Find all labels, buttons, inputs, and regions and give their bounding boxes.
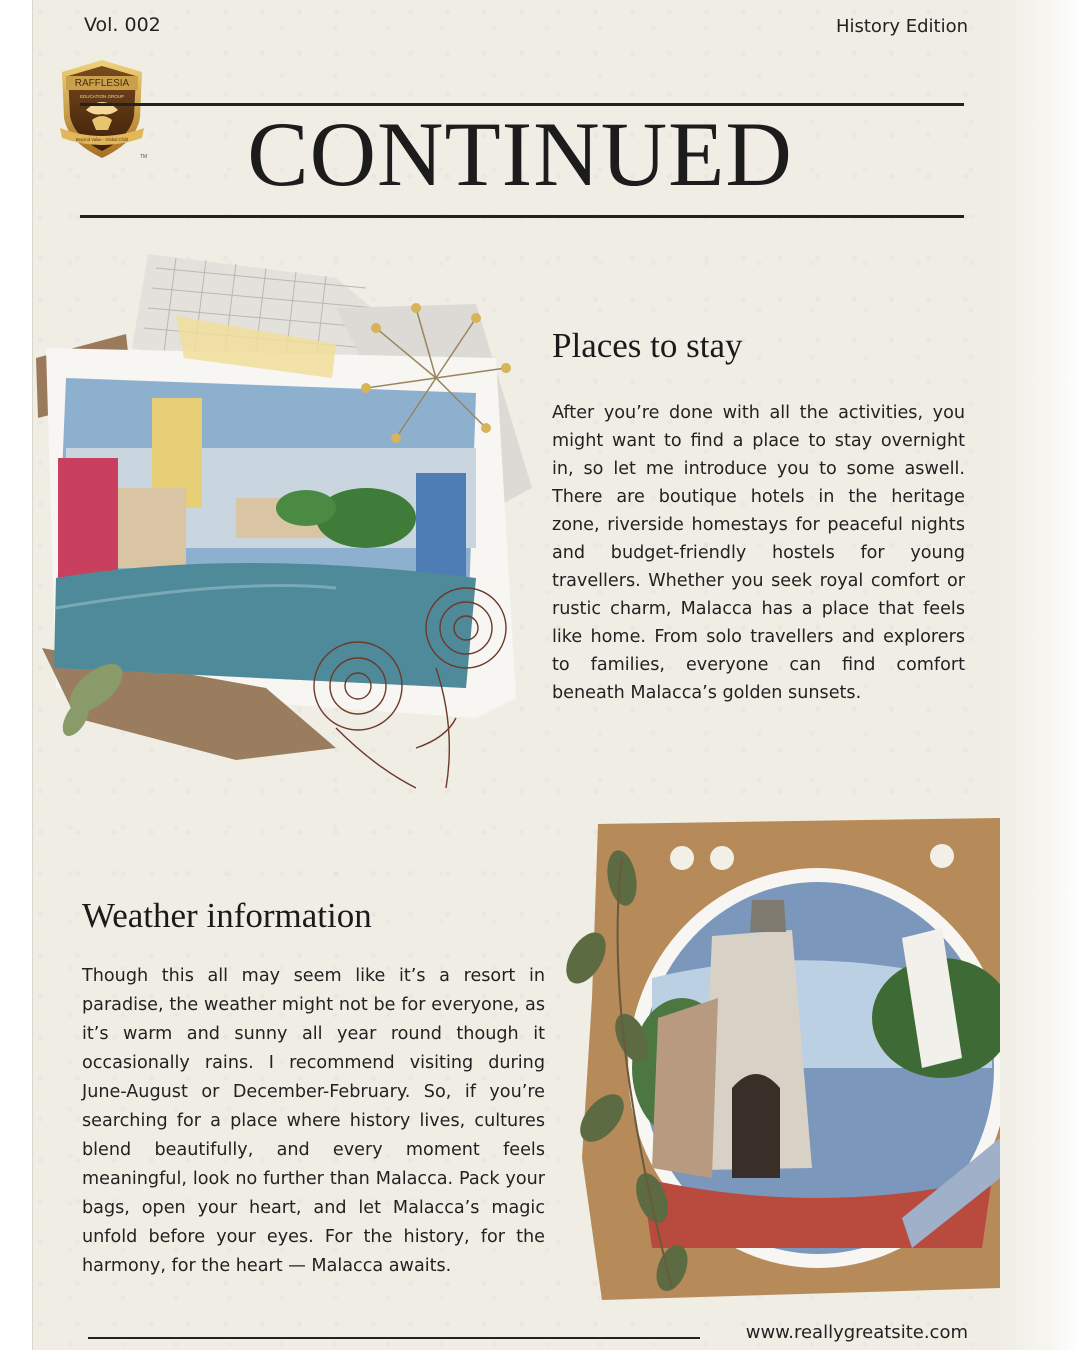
places-paragraph: After you’re done with all the activities, you might want to find a place to stay overnight in, so let me introduce you to some aswell. There are boutique hotels in the heritage zone, riverside homestays for peaceful nights and budget-friendly hostels for young travellers. Whether you seek royal comfort or rustic charm, Malacca has a place that feels like home. From solo travellers and explorers to families, everyone can find comfort beneath Malacca’s golden sunsets. [552,403,965,703]
weather-paragraph: Though this all may seem like it’s a resort in paradise, the weather might not be for everyone, as it’s warm and sunny all year round though it occasionally rains. I recommend visiting during June-August or December-February. So, if you’re searching for a place where history lives, cultures blend beautifully, and every moment feels meaningful, look no further than Malacca. Pack your bags, open your heart, and let Malacca’s magic unfold before your eyes. For the history, for the harmony, for the heart — Malacca awaits. [82,966,545,1276]
river-photo-collage [36,248,536,808]
svg-text:RAFFLESIA: RAFFLESIA [74,78,130,89]
river-photo [54,378,476,688]
masthead-title: CONTINUED [247,103,793,205]
svg-text:Beyond Value · Global Child: Beyond Value · Global Child [75,137,129,142]
weather-heading: Weather information [82,896,372,935]
svg-text:EDUCATION GROUP: EDUCATION GROUP [80,94,124,99]
church-photo-collage [562,818,1000,1300]
footer-rule [88,1337,700,1339]
masthead-bottom-rule [80,215,964,218]
svg-text:TM: TM [140,154,148,160]
footer-url: www.reallygreatsite.com [745,1322,968,1343]
edition-label: History Edition [835,16,968,37]
volume-label: Vol. 002 [84,14,161,36]
places-heading: Places to stay [552,326,743,365]
